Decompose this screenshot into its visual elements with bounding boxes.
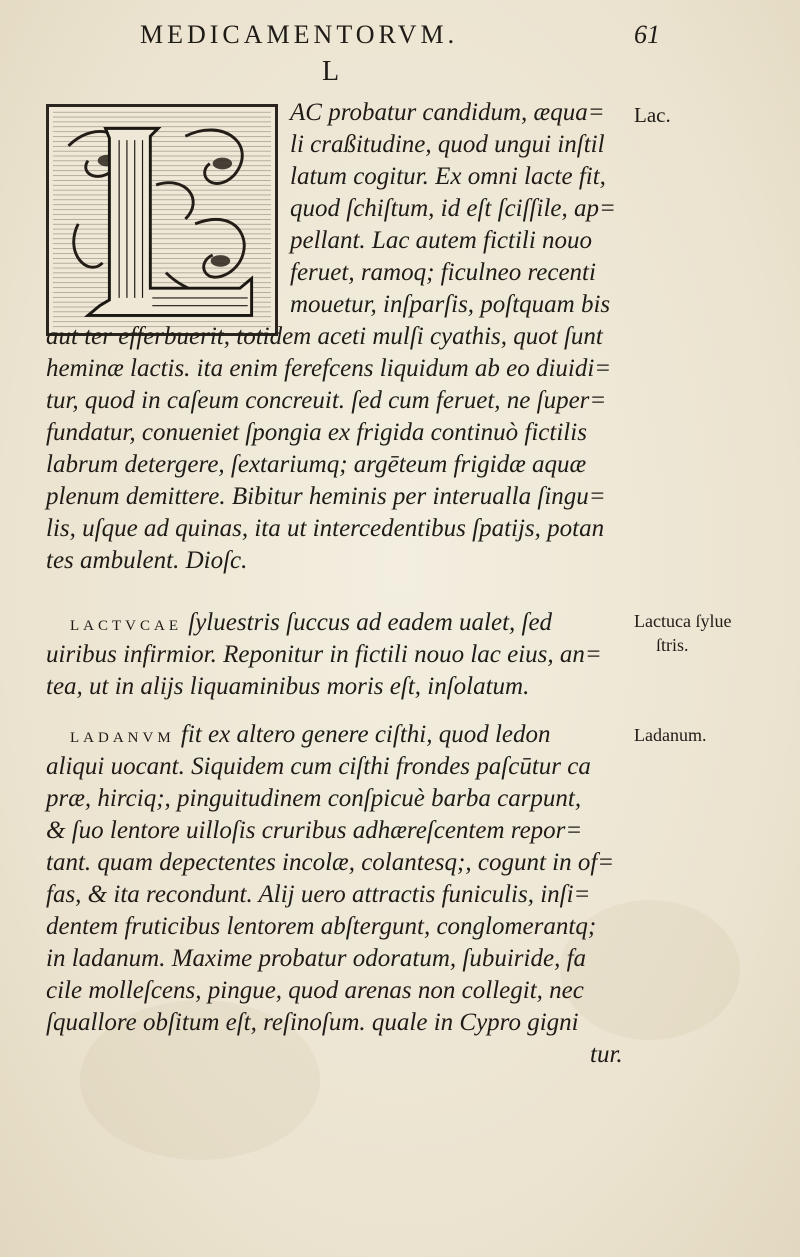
text-line: latum cogitur. Ex omni lacte fit, <box>290 163 606 190</box>
margin-note-lac: Lac. <box>634 103 671 127</box>
text-line: lis, uſque ad quinas, ita ut intercedentibus ſpatijs, potan <box>46 515 605 542</box>
text-line: cile molleſcens, pingue, quod arenas non collegit, nec <box>46 977 584 1004</box>
text-line: aut ter efferbuerit, totidem aceti mulſi cyathis, quot ſunt <box>46 323 603 350</box>
text-line: præ, hirciq;, pinguitudinem conſpicuè barba carpunt, <box>46 785 582 812</box>
running-title: MEDICAMENTORVM. <box>140 20 459 49</box>
text-line: plenum demittere. Bibitur heminis per interualla ſingu= <box>46 483 606 510</box>
text-line: tur. <box>590 1041 623 1068</box>
text-line: heminæ lactis. ita enim ferefcens liquidum ab eo diuidi= <box>46 355 612 382</box>
text-line: li craßitudine, quod ungui inſtil <box>290 131 605 158</box>
text-line <box>70 608 552 641</box>
text-line: quod ſchiſtum, id eſt ſciſſile, ap= <box>290 195 616 222</box>
text-line <box>70 720 551 753</box>
text-line: feruet, ramoq; ficulneo recenti <box>290 259 596 286</box>
text-line: pellant. Lac autem fictili nouo <box>290 227 593 254</box>
section-letter: L <box>322 56 340 87</box>
text-line: in ladanum. Maxime probatur odoratum, ſubuiride, fa <box>46 945 587 972</box>
text-line: tea, ut in alijs liquaminibus moris eſt, inſolatum. <box>46 673 530 700</box>
text-line: tur, quod in caſeum concreuit. ſed cum feruet, ne ſuper= <box>46 387 607 414</box>
text-line: ſquallore obſitum eſt, reſinoſum. quale in Cypro gigni <box>46 1009 579 1036</box>
paragraph-lead-word: LACTVCAE <box>70 618 182 634</box>
text-run: ſyluestris ſuccus ad eadem ualet, ſed <box>188 609 553 636</box>
text-line: & ſuo lentore uilloſis cruribus adhæreſcentem repor= <box>46 817 583 844</box>
text-line: fundatur, conueniet ſpongia ex frigida continuò fictilis <box>46 419 587 446</box>
paragraph-lead-word: LADANVM <box>70 730 175 746</box>
text-line: aliqui uocant. Siquidem cum ciſthi frondes paſcūtur ca <box>46 753 591 780</box>
text-line: AC probatur candidum, æqua= <box>290 99 605 126</box>
text-line: fas, & ita recondunt. Alij uero attractis funiculis, inſi= <box>46 881 591 908</box>
margin-note-ladanum: Ladanum. <box>634 725 707 745</box>
page-number: 61 <box>634 20 660 49</box>
text-line: tes ambulent. Dioſc. <box>46 547 248 574</box>
text-line: dentem fruticibus lentorem abſtergunt, conglomerantq; <box>46 913 597 940</box>
text-run: fit ex altero genere ciſthi, quod ledon <box>180 721 551 748</box>
margin-note-lactuca-line2: ſtris. <box>656 635 689 655</box>
text-line: tant. quam depectentes incolæ, colantesq;, cogunt in of= <box>46 849 615 876</box>
text-line: labrum detergere, ſextariumq; argēteum frigidæ aquæ <box>46 451 587 478</box>
margin-note-lactuca-line1: Lactuca ſylue <box>634 611 732 631</box>
text-line: mouetur, inſparſis, poſtquam bis <box>290 291 611 318</box>
text-line: uiribus infirmior. Reponitur in fictili nouo lac eius, an= <box>46 641 602 668</box>
